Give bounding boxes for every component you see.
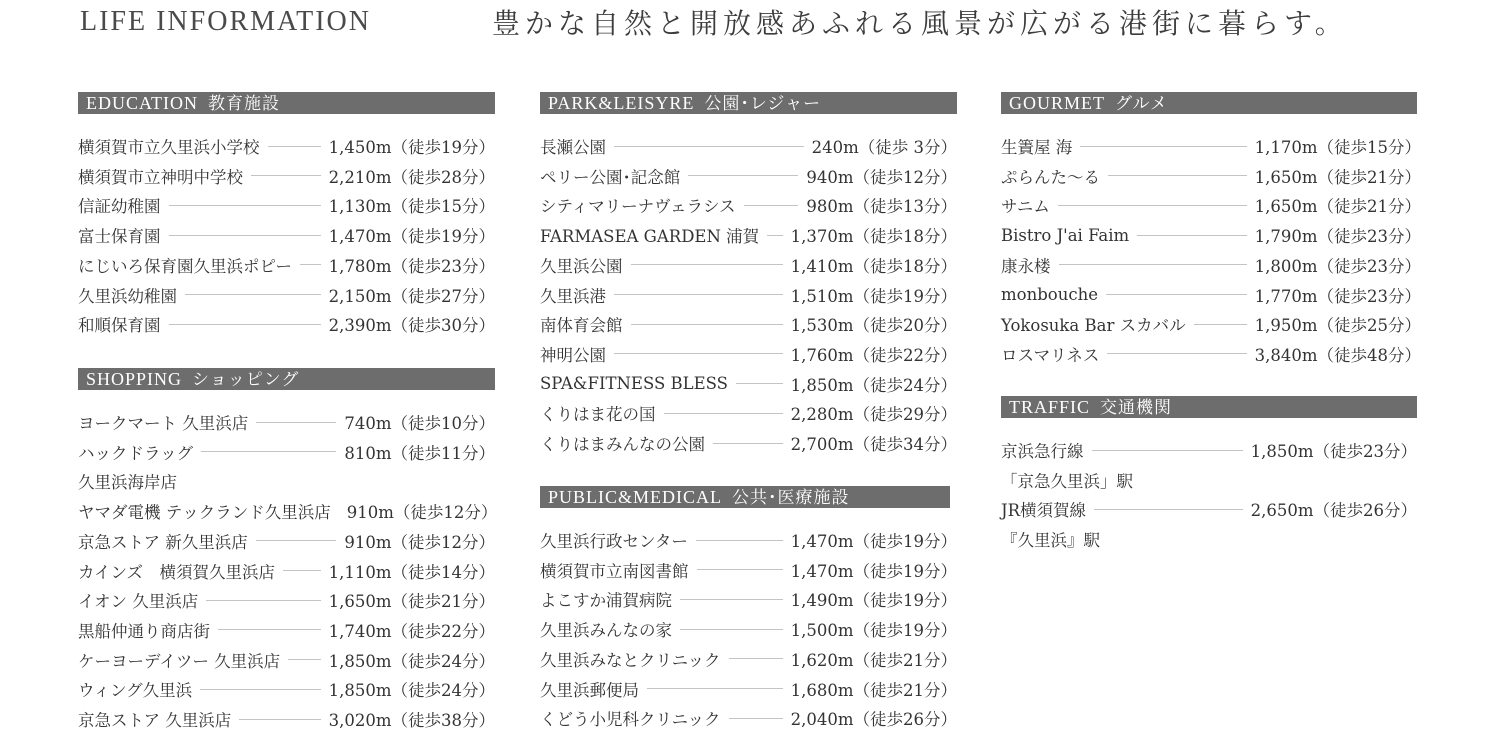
section-header-gourmet bbox=[1001, 92, 1417, 114]
facility-distance: 1,790m（徒歩23分） bbox=[1254, 227, 1421, 247]
facility-distance: 2,650m（徒歩26分） bbox=[1250, 501, 1417, 521]
facility-distance: 810m（徒歩11分） bbox=[344, 443, 495, 463]
facility-name: 久里浜幼稚園 bbox=[78, 286, 177, 306]
leader-line bbox=[647, 688, 783, 689]
list-item bbox=[540, 342, 957, 366]
leader-line bbox=[169, 235, 321, 236]
facility-name: 富士保育園 bbox=[78, 227, 161, 247]
leader-line bbox=[1137, 235, 1246, 236]
facility-name: 黒船仲通り商店街 bbox=[78, 621, 210, 641]
facility-distance: 1,110m（徒歩14分） bbox=[328, 562, 495, 582]
leader-line bbox=[1106, 294, 1247, 295]
facility-distance: 3,840m（徒歩48分） bbox=[1254, 345, 1421, 365]
list-item bbox=[78, 312, 495, 336]
list-item bbox=[78, 164, 495, 188]
facility-name: ロスマリネス bbox=[1001, 345, 1100, 365]
list-item bbox=[540, 677, 957, 701]
facility-distance: 1,450m（徒歩19分） bbox=[328, 138, 495, 157]
facility-name: 横須賀市立久里浜小学校 bbox=[78, 138, 260, 157]
facility-name: くりはまみんなの公園 bbox=[540, 435, 705, 454]
facility-distance: 240m（徒歩 3分） bbox=[811, 138, 957, 157]
list-item bbox=[540, 587, 957, 611]
leader-line bbox=[239, 719, 320, 720]
facility-name: サニム bbox=[1001, 197, 1050, 217]
leader-line bbox=[729, 718, 783, 719]
facility-name: よこすか浦賀病院 bbox=[540, 591, 672, 611]
leader-line bbox=[251, 175, 321, 176]
list-item bbox=[1001, 312, 1421, 336]
list-item bbox=[78, 499, 498, 523]
facility-name: Bistro J'ai Faim bbox=[1001, 225, 1130, 245]
facility-distance: 1,470m（徒歩19分） bbox=[790, 561, 957, 581]
facility-name: 久里浜郵便局 bbox=[540, 680, 639, 700]
list-item bbox=[78, 707, 495, 731]
list-item bbox=[1001, 253, 1421, 277]
facility-name: ケーヨーデイツー 久里浜店 bbox=[78, 651, 281, 671]
facility-distance: 1,650m（徒歩21分） bbox=[1254, 167, 1421, 187]
section-header-public bbox=[540, 486, 950, 508]
list-item bbox=[540, 528, 957, 552]
section-label-jp: 交通機関 bbox=[1100, 398, 1173, 418]
section-label-en: EDUCATION bbox=[86, 93, 198, 113]
list-item bbox=[540, 617, 957, 641]
facility-distance: 1,500m（徒歩19分） bbox=[790, 621, 957, 641]
list-item bbox=[1001, 164, 1421, 188]
list-item bbox=[78, 253, 495, 277]
leader-line bbox=[256, 422, 336, 423]
section-label-en: SHOPPING bbox=[86, 369, 183, 389]
section-label-jp: ショッピング bbox=[192, 370, 300, 390]
facility-name: 久里浜行政センター bbox=[540, 532, 688, 551]
facility-name: monbouche bbox=[1001, 285, 1098, 304]
facility-distance: 1,370m（徒歩18分） bbox=[790, 227, 957, 247]
facility-name: 京急ストア 久里浜店 bbox=[78, 711, 232, 730]
facility-name: 生簀屋 海 bbox=[1001, 138, 1073, 157]
list-item bbox=[1001, 497, 1417, 521]
leader-line bbox=[1194, 324, 1247, 325]
list-item bbox=[540, 223, 957, 247]
leader-line bbox=[206, 600, 320, 601]
section-header-park bbox=[540, 92, 957, 114]
facility-name: 久里浜みんなの家 bbox=[540, 621, 672, 641]
leader-line bbox=[614, 146, 804, 147]
facility-name: 京浜急行線 bbox=[1001, 442, 1084, 461]
leader-line bbox=[664, 413, 783, 414]
facility-name: 「京急久里浜」駅 bbox=[1001, 471, 1133, 491]
facility-distance: 980m（徒歩13分） bbox=[806, 197, 957, 217]
list-item bbox=[78, 559, 495, 583]
leader-line bbox=[218, 629, 321, 630]
list-item bbox=[540, 558, 957, 582]
facility-distance: 1,620m（徒歩21分） bbox=[790, 650, 957, 670]
page-title: LIFE INFORMATION bbox=[80, 6, 371, 37]
facility-name: SPA&FITNESS BLESS bbox=[540, 374, 728, 394]
list-item bbox=[78, 134, 495, 158]
list-item bbox=[540, 283, 957, 307]
facility-name: にじいろ保育園久里浜ポピー bbox=[78, 256, 292, 276]
section-label-en: PUBLIC&MEDICAL bbox=[548, 487, 723, 507]
list-item bbox=[78, 529, 495, 553]
leader-line bbox=[1094, 509, 1243, 510]
facility-distance: 2,040m（徒歩26分） bbox=[790, 710, 957, 730]
leader-line bbox=[729, 658, 783, 659]
leader-line bbox=[713, 443, 783, 444]
leader-line bbox=[1080, 146, 1246, 147]
list-item bbox=[540, 647, 957, 671]
facility-distance: 1,650m（徒歩21分） bbox=[1254, 197, 1421, 217]
facility-distance: 910m（徒歩12分） bbox=[344, 532, 495, 552]
section-header-shopping bbox=[78, 368, 495, 390]
facility-name: ヤマダ電機 テックランド久里浜店 bbox=[78, 503, 331, 523]
leader-line bbox=[1107, 353, 1246, 354]
list-item bbox=[540, 706, 957, 730]
list-item bbox=[78, 469, 495, 493]
facility-name: 横須賀市立神明中学校 bbox=[78, 167, 243, 187]
facility-name: JR横須賀線 bbox=[1001, 501, 1087, 521]
header bbox=[0, 0, 1500, 50]
list-item bbox=[78, 618, 495, 642]
section-label-jp: 公共･医療施設 bbox=[732, 488, 850, 508]
list-item bbox=[1001, 283, 1421, 307]
facility-distance: 1,850m（徒歩24分） bbox=[328, 651, 495, 671]
list-item bbox=[540, 431, 957, 455]
list-item bbox=[540, 193, 957, 217]
facility-name: Yokosuka Bar スカバル bbox=[1001, 316, 1186, 336]
facility-name: ぷらんた〜る bbox=[1001, 167, 1100, 187]
facility-name: 久里浜海岸店 bbox=[78, 473, 177, 493]
facility-distance: 2,280m（徒歩29分） bbox=[790, 405, 957, 425]
facility-name: 信証幼稚園 bbox=[78, 197, 161, 217]
facility-name: ペリー公園･記念館 bbox=[540, 167, 681, 187]
facility-distance: 3,020m（徒歩38分） bbox=[328, 711, 495, 730]
list-item bbox=[540, 253, 957, 277]
facility-name: 南体育会館 bbox=[540, 316, 623, 336]
list-item bbox=[1001, 223, 1421, 247]
leader-line bbox=[169, 324, 321, 325]
facility-name: 長瀬公園 bbox=[540, 138, 606, 157]
list-item bbox=[78, 440, 495, 464]
facility-distance: 1,410m（徒歩18分） bbox=[790, 256, 957, 276]
list-item bbox=[540, 164, 957, 188]
list-item bbox=[540, 401, 957, 425]
leader-line bbox=[744, 205, 799, 206]
list-item bbox=[1001, 438, 1417, 462]
leader-line bbox=[736, 383, 783, 384]
facility-distance: 1,760m（徒歩22分） bbox=[790, 345, 957, 365]
facility-distance: 2,700m（徒歩34分） bbox=[790, 435, 957, 454]
section-header-traffic bbox=[1001, 396, 1417, 418]
section-header-education bbox=[78, 92, 495, 114]
facility-distance: 1,170m（徒歩15分） bbox=[1254, 138, 1421, 157]
facility-name: くどう小児科クリニック bbox=[540, 710, 721, 730]
list-item bbox=[1001, 193, 1421, 217]
list-item bbox=[78, 648, 495, 672]
facility-distance: 1,130m（徒歩15分） bbox=[328, 197, 495, 217]
facility-name: 久里浜公園 bbox=[540, 256, 623, 276]
leader-line bbox=[200, 689, 320, 690]
list-item bbox=[540, 134, 957, 158]
facility-name: 久里浜みなとクリニック bbox=[540, 650, 721, 670]
facility-name: ハックドラッグ bbox=[78, 443, 194, 463]
leader-line bbox=[680, 599, 783, 600]
facility-name: 『久里浜』駅 bbox=[1001, 531, 1100, 551]
section-label-jp: 公園･レジャー bbox=[704, 94, 822, 114]
facility-distance: 2,210m（徒歩28分） bbox=[328, 167, 495, 187]
facility-distance: 1,510m（徒歩19分） bbox=[790, 286, 957, 306]
facility-name: 京急ストア 新久里浜店 bbox=[78, 532, 248, 552]
list-item bbox=[78, 223, 495, 247]
list-item bbox=[540, 372, 957, 396]
facility-distance: 1,470m（徒歩19分） bbox=[328, 227, 495, 247]
list-item bbox=[1001, 468, 1417, 492]
facility-name: 久里浜港 bbox=[540, 286, 606, 306]
section-label-en: GOURMET bbox=[1009, 93, 1105, 113]
leader-line bbox=[614, 294, 783, 295]
facility-name: ヨークマート 久里浜店 bbox=[78, 414, 249, 433]
facility-distance: 1,680m（徒歩21分） bbox=[790, 680, 957, 700]
facility-distance: 1,780m（徒歩23分） bbox=[328, 256, 495, 276]
facility-distance: 1,850m（徒歩23分） bbox=[1250, 442, 1417, 461]
list-item bbox=[78, 283, 495, 307]
leader-line bbox=[1058, 205, 1247, 206]
section-label-jp: 教育施設 bbox=[208, 94, 280, 114]
leader-line bbox=[631, 324, 783, 325]
list-item bbox=[540, 312, 957, 336]
facility-distance: 910m（徒歩12分） bbox=[346, 503, 498, 523]
facility-distance: 1,490m（徒歩19分） bbox=[790, 591, 957, 611]
leader-line bbox=[185, 294, 321, 295]
list-item bbox=[78, 677, 495, 701]
leader-line bbox=[680, 629, 783, 630]
facility-distance: 1,850m（徒歩24分） bbox=[790, 375, 957, 395]
section-label-jp: グルメ bbox=[1115, 94, 1168, 114]
leader-line bbox=[614, 353, 783, 354]
list-item bbox=[78, 410, 495, 434]
leader-line bbox=[767, 235, 782, 236]
facility-distance: 1,470m（徒歩19分） bbox=[790, 532, 957, 551]
facility-name: 和順保育園 bbox=[78, 316, 161, 336]
leader-line bbox=[300, 264, 321, 265]
section-label-en: PARK&LEISYRE bbox=[548, 93, 695, 113]
leader-line bbox=[268, 146, 321, 147]
leader-line bbox=[169, 205, 321, 206]
leader-line bbox=[1059, 264, 1247, 265]
facility-distance: 740m（徒歩10分） bbox=[344, 414, 495, 433]
facility-distance: 1,650m（徒歩21分） bbox=[328, 592, 495, 612]
facility-distance: 1,740m（徒歩22分） bbox=[328, 621, 495, 641]
list-item bbox=[1001, 342, 1421, 366]
leader-line bbox=[283, 570, 321, 571]
list-item bbox=[78, 193, 495, 217]
facility-distance: 1,530m（徒歩20分） bbox=[790, 316, 957, 336]
leader-line bbox=[696, 540, 783, 541]
facility-name: 康永楼 bbox=[1001, 256, 1051, 276]
facility-distance: 940m（徒歩12分） bbox=[806, 167, 957, 187]
facility-name: 横須賀市立南図書館 bbox=[540, 561, 689, 581]
leader-line bbox=[256, 540, 337, 541]
leader-line bbox=[1108, 175, 1247, 176]
facility-distance: 1,770m（徒歩23分） bbox=[1254, 286, 1421, 306]
leader-line bbox=[1092, 450, 1243, 451]
leader-line bbox=[201, 451, 336, 452]
facility-distance: 1,800m（徒歩23分） bbox=[1254, 256, 1421, 276]
facility-distance: 2,390m（徒歩30分） bbox=[328, 316, 495, 336]
list-item bbox=[1001, 527, 1417, 551]
facility-name: イオン 久里浜店 bbox=[78, 592, 199, 612]
leader-line bbox=[288, 659, 321, 660]
facility-name: カインズ 横須賀久里浜店 bbox=[78, 562, 276, 582]
facility-distance: 2,150m（徒歩27分） bbox=[328, 286, 495, 306]
facility-name: くりはま花の国 bbox=[540, 405, 656, 425]
facility-name: FARMASEA GARDEN 浦賀 bbox=[540, 227, 760, 247]
facility-name: シティマリーナヴェラシス bbox=[540, 197, 736, 217]
leader-line bbox=[688, 175, 798, 176]
list-item bbox=[78, 588, 495, 612]
section-label-en: TRAFFIC bbox=[1009, 397, 1091, 417]
facility-distance: 1,850m（徒歩24分） bbox=[328, 681, 495, 701]
leader-line bbox=[631, 264, 783, 265]
facility-name: 神明公園 bbox=[540, 345, 606, 365]
leader-line bbox=[697, 569, 783, 570]
catch-copy: 豊かな自然と開放感あふれる風景が広がる港街に暮らす。 bbox=[492, 7, 1348, 40]
facility-distance: 1,950m（徒歩25分） bbox=[1254, 316, 1421, 336]
facility-name: ウィング久里浜 bbox=[78, 681, 193, 701]
list-item bbox=[1001, 134, 1421, 158]
